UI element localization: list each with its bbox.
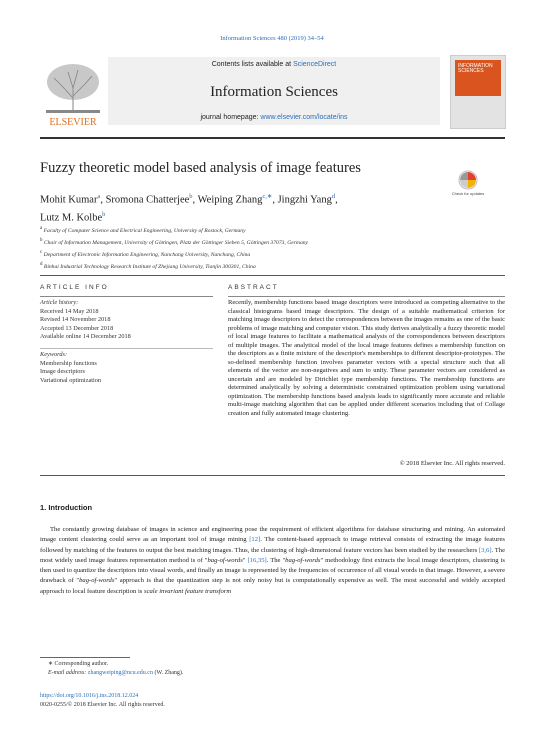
- affiliation-mark: c: [40, 250, 43, 256]
- author-affil-mark[interactable]: d: [331, 193, 336, 200]
- contents-prefix: Contents lists available at: [211, 61, 294, 68]
- journal-name: Information Sciences: [210, 84, 338, 100]
- affiliation-mark: a: [40, 226, 43, 231]
- doi-link[interactable]: https://doi.org/10.1016/j.ins.2018.12.024: [40, 693, 139, 699]
- journal-reference[interactable]: Information Sciences 480 (2019) 34–54: [220, 35, 324, 42]
- article-info-rule: [40, 296, 213, 297]
- keywords-label: Keywords:: [40, 351, 68, 358]
- intro-term: bag-of-words: [79, 577, 115, 585]
- corresponding-author: ∗ Corresponding author.: [48, 661, 109, 667]
- issn-line: 0020-0255/© 2018 Elsevier Inc. All rights reserved.: [40, 702, 165, 708]
- journal-homepage: [108, 114, 440, 121]
- check-for-updates-label: Check for updates: [452, 191, 484, 196]
- author-list: Mohit Kumar$^a$, Sromona Chatterjee$^b$, Weiping Zhang$^{c,∗}$, Jingzhi Yang$^d$, Lutz M. Kolbe$^b$: [40, 193, 338, 223]
- intro-text: . The content-based approach to image retrieval consists of extracting the image features followed by matching of the features to output the best matching images. Thus, the clustering of high-dimensional feature vectors has been studied by the researchers: [40, 536, 505, 554]
- abstract-text: Recently, membership functions based image descriptors were introduced as competing alternative to the classical histograms based image descriptors. The design of a suitable mathematical criterion for matching image descriptors to detect the correspondences between the images remains as one of the basic problems of image matching and computer vision. This study derives analytically a fuzzy theoretic model of local image features to facilitate a mathematical analysis of the correspondences between descriptors of multiple images. The analytical model of the local image features defines a membership function on the descriptors as a finite mixture of the descriptor's memberships to different descriptor-prototypes. The so-defined membership function involves parameter vectors with a special structure such that all elements of the vector are non-negatives and sum to unity. These parameter vectors are considered as uncertain and are modeled by Dirichlet type membership functions. The membership functions are determined analytically by solving a deterministic constrained optimization problem using variational optimization. The membership functions based analysis leads to significantly more accurate and reliable multi-image matching algorithm that can be applied under different scenarios including that of Collage creation and fully automated image clustering.: [228, 299, 505, 417]
- intro-text: " methodology first extracts the local image descriptors, clustering is then used to quantize the descriptors into visual words, and finally an image is represented by the frequencies of occurrence of all visual words in that image. However, a severe drawback of ": [40, 556, 505, 585]
- author-name[interactable]: Weiping Zhang: [197, 194, 263, 206]
- affiliation-text: Department of Electronic Information Engineering, Nanchang University, Nanchang, China: [43, 251, 251, 258]
- citation-link[interactable]: [12]: [249, 536, 261, 544]
- citation-link[interactable]: [16,35]: [247, 556, 267, 564]
- sciencedirect-link[interactable]: ScienceDirect: [293, 61, 337, 68]
- affiliation: [40, 260, 480, 272]
- abstract-heading: ABSTRACT: [228, 284, 279, 291]
- abstract-end-rule: [40, 475, 505, 476]
- journal-cover-thumbnail[interactable]: [450, 55, 506, 129]
- affiliation: [40, 236, 480, 248]
- author-affil-mark[interactable]: b: [102, 210, 106, 218]
- affiliation-text: Faculty of Computer Science and Electrical Engineering, University of Rostock, Germany: [43, 227, 246, 234]
- intro-text: . The ": [266, 556, 286, 564]
- author-affil-mark[interactable]: c,∗: [262, 193, 273, 200]
- homepage-link[interactable]: www.elsevier.com/locate/ins: [260, 114, 348, 121]
- contents-line: [108, 61, 440, 68]
- copyright-notice: © 2018 Elsevier Inc. All rights reserved.: [399, 460, 505, 467]
- author-name[interactable]: Jingzhi Yang: [277, 194, 332, 206]
- footnote-rule: [40, 657, 130, 658]
- elsevier-wordmark: ELSEVIER: [49, 117, 97, 128]
- affiliation-mark: d: [40, 262, 43, 268]
- keywords: [40, 351, 213, 385]
- affiliation-text: Chair of Information Management, University of Göttingen, Platz der Göttinger Sieben 5, Göttingen 37073, Germany: [43, 239, 309, 246]
- article-history: [40, 299, 213, 342]
- intro-term: scale invariant feature transform: [144, 587, 232, 595]
- section-rule: [40, 275, 505, 276]
- affiliation: [40, 248, 480, 260]
- doi-block: [40, 692, 505, 710]
- email-line: [40, 669, 505, 678]
- intro-text: . The most widely used image features representation method is of ": [40, 546, 505, 564]
- affiliation-mark: b: [40, 238, 43, 244]
- email-label: E-mail address:: [48, 670, 88, 676]
- history-label: Article history:: [40, 299, 79, 306]
- affiliations: [40, 224, 480, 272]
- article-title: Fuzzy theoretic model based analysis of image features: [40, 160, 361, 176]
- keyword: Membership functions: [40, 359, 97, 367]
- history-item: Received 14 May 2018: [40, 307, 99, 315]
- history-item: Accepted 13 December 2018: [40, 324, 114, 332]
- abstract-rule: [228, 296, 505, 297]
- header-rule: [40, 137, 505, 139]
- history-item: Available online 14 December 2018: [40, 333, 131, 341]
- author-affil-mark[interactable]: a: [97, 193, 101, 200]
- history-item: Revised 14 November 2018: [40, 316, 111, 324]
- intro-text: The constantly growing database of images in science and engineering pose the requirement of efficient algorithms for database structuring and mining. An automated image content clustering could serve as an important tool of image mining: [40, 526, 505, 544]
- citation-link[interactable]: [3,6]: [478, 546, 492, 554]
- keyword: Variational optimization: [40, 376, 102, 384]
- keyword: Image descriptors: [40, 368, 85, 376]
- keywords-rule: [40, 348, 213, 349]
- intro-text: " approach is that the quantization step is not only noisy but is computationally expensive as well. The most successful and widely accepted approach to local feature description is: [40, 577, 505, 595]
- email-link[interactable]: zhangweiping@ncu.edu.cn: [87, 670, 153, 676]
- intro-term: bag-of-words: [285, 556, 321, 564]
- author-name[interactable]: Mohit Kumar: [40, 194, 98, 206]
- footnote: [40, 660, 505, 678]
- email-suffix: (W. Zhang).: [152, 670, 184, 676]
- check-for-updates-icon[interactable]: [452, 168, 484, 200]
- article-info-heading: ARTICLE INFO: [40, 284, 109, 291]
- elsevier-tree-logo: [40, 58, 106, 128]
- affiliation-text: Binhai Industrial Technology Research Institute of Zhejiang University, Tianjin 300301, China: [43, 264, 256, 271]
- author-name[interactable]: Lutz M. Kolbe: [40, 212, 103, 223]
- homepage-prefix: journal homepage:: [200, 114, 261, 121]
- cover-title: INFORMATION SCIENCES: [458, 63, 493, 74]
- affiliation: [40, 224, 480, 236]
- intro-term: bag-of-words: [207, 556, 243, 564]
- author-name[interactable]: Sromona Chatterjee: [105, 194, 190, 206]
- section-heading-introduction: 1. Introduction: [40, 503, 93, 512]
- intro-text: ": [242, 556, 248, 564]
- introduction-paragraph: [40, 525, 505, 597]
- author-affil-mark[interactable]: b: [189, 193, 193, 200]
